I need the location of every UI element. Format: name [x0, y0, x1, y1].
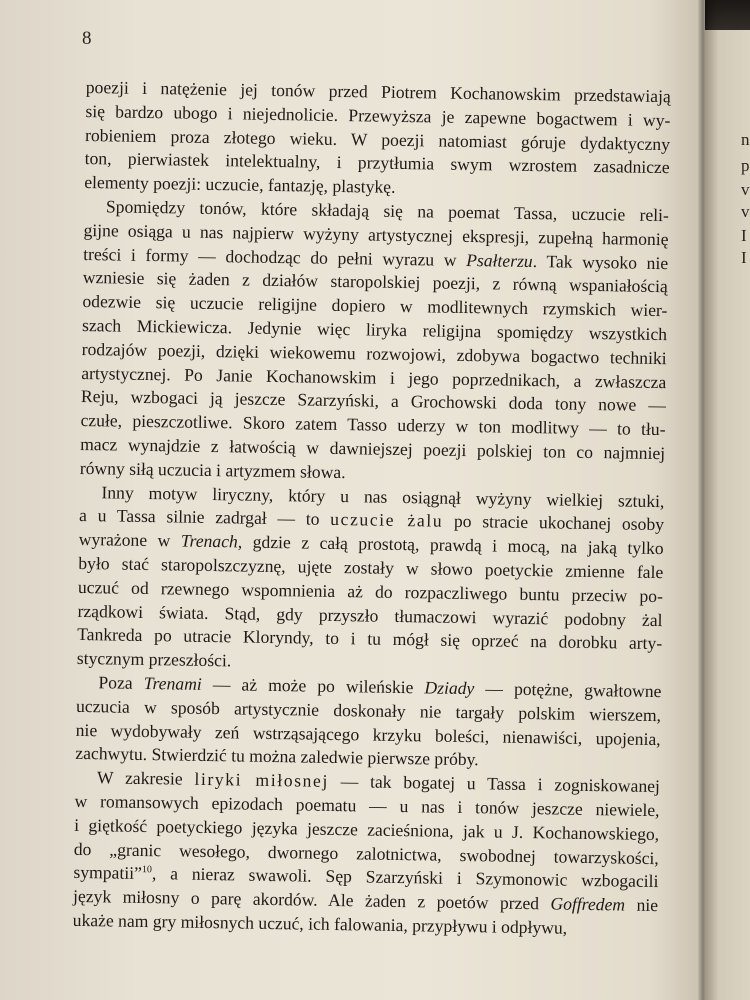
text-line: robieniem proza złotego wieku. W poezji natomiast góruje dydaktyczny	[84, 124, 671, 154]
text-line: poezji i natężenie jej tonów przed Piotrem Kochanowskim przedstawiają	[85, 76, 671, 107]
text-line: Tankreda po utracie Kloryndy, to i tu mógł się oprzeć na dorobku arty-	[77, 624, 663, 654]
italic-title: Trenach	[180, 530, 238, 552]
paragraph	[80, 195, 669, 490]
text-line: artystycznej. Po Janie Kochanowskim i jego poprzednikach, a zwłaszcza	[81, 362, 667, 392]
text-line: język miłosny o parę akordów. Ale żaden z poetów przed Goffredem nie	[72, 885, 659, 916]
page-number: 8	[82, 28, 92, 49]
adjacent-page-fragment: I	[741, 248, 747, 267]
adjacent-page-fragment: n	[741, 130, 750, 149]
paragraph	[77, 480, 665, 680]
text-line: Inny motyw liryczny, który u nas osiągnął wyżyny wielkiej sztuki,	[101, 481, 665, 511]
adjacent-page-fragment: I	[741, 226, 747, 245]
text-line: uczuć od rzewnego wspomnienia aż do rozpaczliwego buntu przeciw po-	[77, 576, 664, 606]
text-line: W zakresie liryki miłosnej — tak bogatej u Tassa i zogniskowanej	[96, 767, 661, 797]
text-line: stycznym przeszłości.	[76, 648, 232, 671]
text-line: ukaże nam gry miłosnych uczuć, ich falowania, przypływu i odpływu,	[72, 909, 568, 938]
text-line: Poza Trenami — aż może po wileńskie Dziady — potężne, gwałtowne	[98, 672, 662, 702]
italic-title: Trenami	[143, 672, 202, 694]
text-line: elementy poezji: uczucie, fantazję, plastykę.	[84, 172, 396, 198]
text-line: wyrażone w Trenach, gdzie z całą prostotą, prawdą i mocą, na jaką tylko	[78, 529, 664, 559]
paragraph	[73, 766, 661, 942]
text-line: uczucia w sposób artystycznie doskonały nie targały polskim wierszem,	[75, 695, 662, 725]
text-line: czułe, pieszczotliwe. Skoro zatem Tasso uderzy w ton modlitwy — to tłu-	[80, 410, 666, 440]
text-line: i giętkość poetyckiego języka jeszcze zacieśniona, jak u J. Kochanowskiego,	[74, 814, 660, 844]
text-line: w romansowych epizodach poematu — u nas i tonów jeszcze niewiele,	[74, 790, 660, 821]
text-line: nie wydobywały zeń wstrząsającego krzyku boleści, nienawiści, upojenia,	[75, 719, 661, 749]
text-line: rodzajów poezji, dzięki wiekowemu rozwojowi, zdobywa bogactwo techniki	[81, 338, 667, 368]
text-line: Reju, wzbogaci ją jeszcze Szarzyński, a Grochowski doda tony nowe —	[80, 386, 667, 416]
adjacent-page-edge	[705, 30, 750, 1000]
text-line: było stać staropolszczyznę, ujęte zostały w słowo poetyckie zmienne fale	[78, 552, 664, 583]
text-line: do „granic wesołego, dwornego zalotnictwa, swobodnej towarzyskości,	[73, 838, 659, 868]
italic-title: Dziady	[424, 677, 475, 699]
paragraph	[75, 671, 661, 775]
body-text	[73, 76, 671, 942]
text-line: sympatii”$^{10}$, a nieraz swawoli. Sęp Szarzyński i Szymonowic wzbogacili	[73, 862, 659, 892]
adjacent-page-fragment: v	[741, 202, 750, 221]
spaced-emphasis: uczucie żalu	[330, 509, 444, 532]
text-line: ton, pierwiastek intelektualny, i przytłumia swym wzrostem zasadnicze	[84, 148, 670, 178]
adjacent-page-fragment: p	[741, 156, 750, 175]
text-line: a u Tassa silnie zadrgał — to uczucie żalu po stracie ukochanej osoby	[78, 505, 665, 535]
text-line: równy siłą uczucia i artyzmem słowa.	[79, 457, 346, 482]
text-line: treści i formy — dochodząc do pełni wyrazu w Psałterzu. Tak wysoko nie	[83, 243, 669, 273]
text-line: gijne osiąga u nas najpierw wyżyny artystycznej ekspresji, zupełną harmonię	[83, 219, 669, 249]
text-line: odezwie się uczucie religijne dopiero w modlitewnych rzymskich wier-	[82, 291, 668, 321]
text-line: Spomiędzy tonów, które składają się na poemat Tassa, uczucie reli-	[105, 196, 670, 226]
text-line: się bardzo ubogo i niejednolicie. Przewyższa je zapewne bogactwem i wy-	[85, 100, 671, 130]
text-line: wzniesie się żaden z działów staropolskiej poezji, z równą wspaniałością	[82, 267, 668, 297]
paragraph	[84, 76, 671, 204]
text-line: macz wynajdzie z łatwością w dawniejszej poezji polskiej ton co najmniej	[80, 433, 666, 464]
adjacent-page-fragment: v	[741, 180, 750, 199]
text-line: zachwytu. Stwierdzić tu można zaledwie pierwsze próby.	[75, 743, 479, 770]
footnote-marker: 10	[141, 864, 153, 876]
text-line: szach Mickiewicza. Jedynie więc liryka religijna spomiędzy wszystkich	[81, 314, 668, 345]
italic-title: Psałterzu	[466, 249, 533, 271]
spaced-emphasis: liryki miłosnej	[194, 768, 330, 792]
text-line: rządkowi świata. Stąd, gdy przyszło tłumaczowi wyrazić podobny żal	[77, 600, 663, 630]
italic-title: Goffredem	[550, 893, 626, 915]
